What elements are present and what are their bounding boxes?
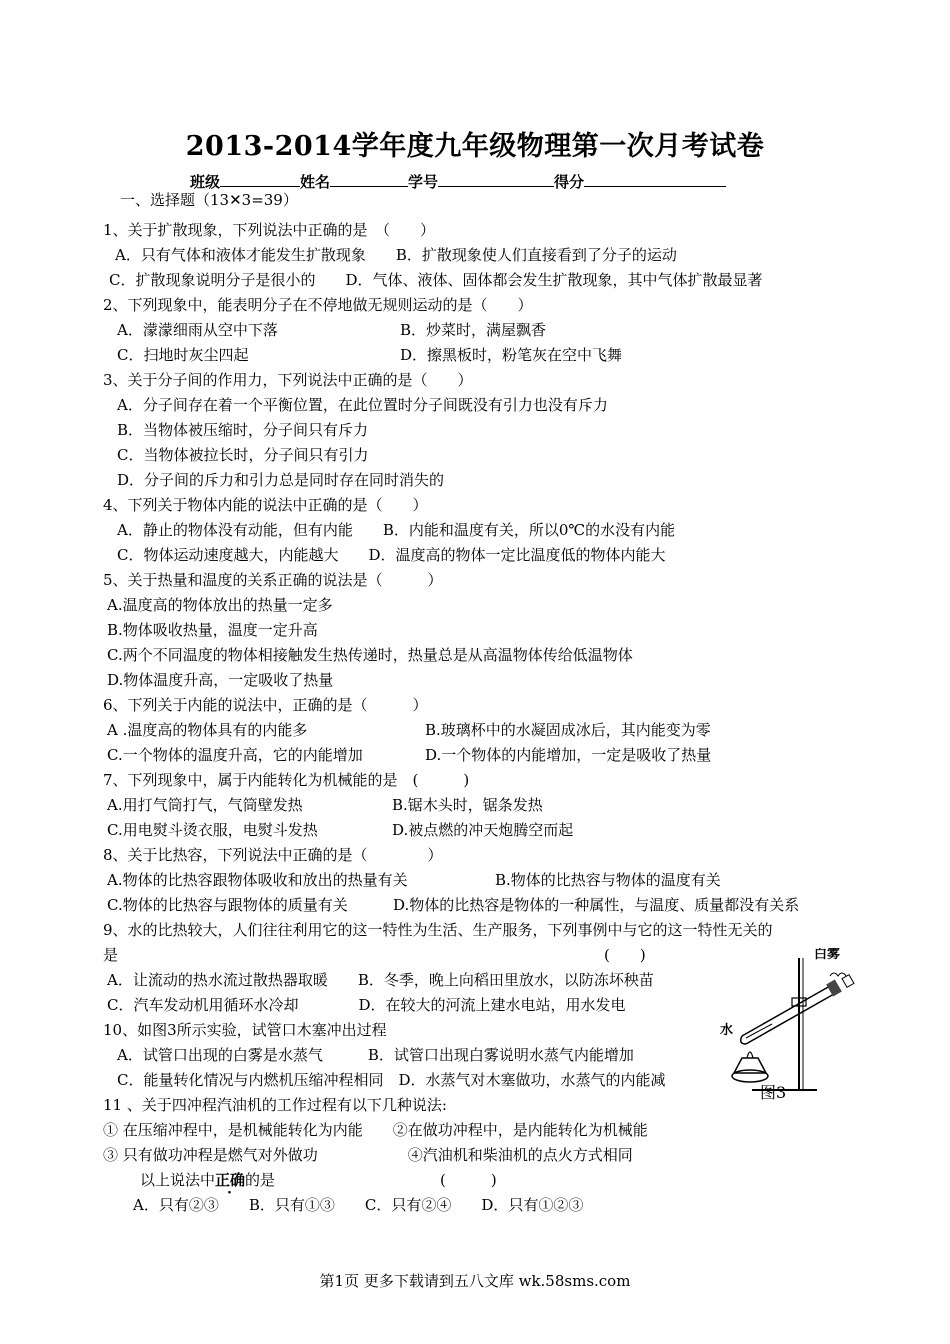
question-7: 7、下列现象中，属于内能转化为机械能的是 ( ) — [103, 771, 470, 789]
question-5: 5、关于热量和温度的关系正确的说法是（ ） — [103, 571, 443, 589]
q11-options: A．只有②③ B．只有①③ C．只有②④ D．只有①②③ — [133, 1196, 584, 1214]
q5-option-d: D.物体温度升高，一定吸收了热量 — [107, 671, 334, 689]
q1-options-cd: C．扩散现象说明分子是很小的 D．气体、液体、固体都会发生扩散现象，其中气体扩散最显著 — [109, 271, 763, 289]
q4-options-ab: A．静止的物体没有动能，但有内能 B．内能和温度有关，所以0℃的水没有内能 — [117, 521, 676, 539]
q11-emphasis: 正确 — [215, 1171, 246, 1189]
q8-option-a: A.物体的比热容跟物体吸收和放出的热量有关 — [107, 871, 408, 889]
id-label: 学号 — [408, 173, 439, 191]
q11-prompt-start: 以上说法中 — [140, 1171, 216, 1189]
section-heading: 一、选择题（13✕3=39） — [120, 191, 298, 209]
q2-option-a: A．濛濛细雨从空中下落 — [117, 321, 278, 339]
q10-options-ab: A．试管口出现的白雾是水蒸气 B．试管口出现白雾说明水蒸气内能增加 — [117, 1046, 634, 1064]
q3-option-c: C．当物体被拉长时，分子间只有引力 — [117, 446, 369, 464]
name-label: 姓名 — [300, 173, 331, 191]
q2-option-c: C．扫地时灰尘四起 — [117, 346, 249, 364]
q6-option-c: C.一个物体的温度升高，它的内能增加 — [107, 746, 363, 764]
q6-option-b: B.玻璃杯中的水凝固成冰后，其内能变为零 — [425, 721, 711, 739]
fog-label: 白雾 — [814, 948, 841, 962]
q1-options-ab: A．只有气体和液体才能发生扩散现象 B．扩散现象使人们直接看到了分子的运动 — [115, 246, 677, 264]
q10-options-cd: C．能量转化情况与内燃机压缩冲程相同 D．水蒸气对木塞做功，水蒸气的内能减 — [117, 1071, 666, 1089]
q7-option-a: A.用打气筒打气，气筒壁发热 — [107, 796, 303, 814]
score-blank[interactable] — [584, 172, 726, 187]
score-label: 得分 — [554, 173, 585, 191]
name-blank[interactable] — [330, 172, 408, 187]
q3-option-d: D．分子间的斥力和引力总是同时存在同时消失的 — [117, 471, 445, 489]
q9-options-ab: A．让流动的热水流过散热器取暖 B．冬季，晚上向稻田里放水，以防冻坏秧苗 — [107, 971, 654, 989]
cork — [826, 979, 842, 996]
question-2: 2、下列现象中，能表明分子在不停地做无规则运动的是（ ） — [103, 296, 533, 314]
class-label: 班级 — [190, 173, 221, 191]
test-tube-top — [742, 986, 830, 1036]
question-9: 9、水的比热较大，人们往往利用它的这一特性为生活、生产服务，下列事例中与它的这一特性无关的 — [103, 921, 773, 939]
q4-options-cd: C．物体运动速度越大，内能越大 D．温度高的物体一定比温度低的物体内能大 — [117, 546, 666, 564]
q5-option-b: B.物体吸收热量，温度一定升高 — [107, 621, 318, 639]
q2-option-b: B．炒菜时，满屋飘香 — [400, 321, 547, 339]
q9-answer-bracket[interactable]: ( ) — [604, 946, 646, 964]
q11-answer-bracket[interactable]: ( ) — [440, 1171, 497, 1189]
test-tube-end — [741, 1036, 746, 1044]
q11-prompt-end: 的是 — [245, 1171, 276, 1189]
figure-3-test-tube-diagram — [712, 948, 862, 1098]
fog-swirl — [830, 973, 846, 976]
student-info-line — [190, 171, 726, 192]
q2-option-d: D．擦黑板时，粉笔灰在空中飞舞 — [400, 346, 623, 364]
q7-option-c: C.用电熨斗烫衣服，电熨斗发热 — [107, 821, 318, 839]
question-3: 3、关于分子间的作用力，下列说法中正确的是（ ） — [103, 371, 473, 389]
figure-caption: 图3 — [760, 1083, 787, 1102]
q7-option-d: D.被点燃的冲天炮腾空而起 — [392, 821, 574, 839]
q6-option-a: A .温度高的物体具有的内能多 — [107, 721, 308, 739]
question-8: 8、关于比热容，下列说法中正确的是（ ） — [103, 846, 443, 864]
q9-options-cd: C．汽车发动机用循环水冷却 D．在较大的河流上建水电站，用水发电 — [107, 996, 626, 1014]
question-9-cont: 是 — [103, 946, 119, 964]
q11-prompt — [140, 1170, 275, 1190]
q5-option-a: A.温度高的物体放出的热量一定多 — [107, 596, 333, 614]
q3-option-b: B．当物体被压缩时，分子间只有斥力 — [117, 421, 369, 439]
water-label: 水 — [720, 1023, 734, 1038]
q8-option-c: C.物体的比热容与跟物体的质量有关 — [107, 896, 348, 914]
page-footer: 第1页 更多下载请到五八文库 wk.58sms.com — [319, 1272, 631, 1290]
q6-option-d: D.一个物体的内能增加，一定是吸收了热量 — [425, 746, 712, 764]
q3-option-a: A．分子间存在着一个平衡位置，在此位置时分子间既没有引力也没有斥力 — [117, 396, 608, 414]
q11-statements-12: ① 在压缩冲程中，是机械能转化为内能 ②在做功冲程中，是内能转化为机械能 — [103, 1121, 648, 1139]
exam-title: 2013-2014学年度九年级物理第一次月考试卷 — [185, 131, 765, 162]
cork-flying — [842, 975, 854, 988]
question-10: 10、如图3所示实验，试管口木塞冲出过程 — [103, 1021, 387, 1039]
question-11: 11 、关于四冲程汽油机的工作过程有以下几种说法: — [103, 1096, 447, 1114]
question-1: 1、关于扩散现象，下列说法中正确的是 （ ） — [103, 221, 436, 239]
class-blank[interactable] — [220, 172, 300, 187]
question-6: 6、下列关于内能的说法中，正确的是（ ） — [103, 696, 428, 714]
q8-option-b: B.物体的比热容与物体的温度有关 — [495, 871, 721, 889]
question-4: 4、下列关于物体内能的说法中正确的是（ ） — [103, 496, 428, 514]
q7-option-b: B.锯木头时，锯条发热 — [392, 796, 543, 814]
q5-option-c: C.两个不同温度的物体相接触发生热传递时，热量总是从高温物体传给低温物体 — [107, 646, 633, 664]
q8-option-d: D.物体的比热容是物体的一种属性，与温度、质量都没有关系 — [393, 896, 800, 914]
id-blank[interactable] — [438, 172, 554, 187]
q11-statements-34: ③ 只有做功冲程是燃气对外做功 ④汽油机和柴油机的点火方式相同 — [103, 1146, 633, 1164]
test-tube-bottom — [746, 994, 834, 1044]
flame — [747, 1052, 753, 1058]
